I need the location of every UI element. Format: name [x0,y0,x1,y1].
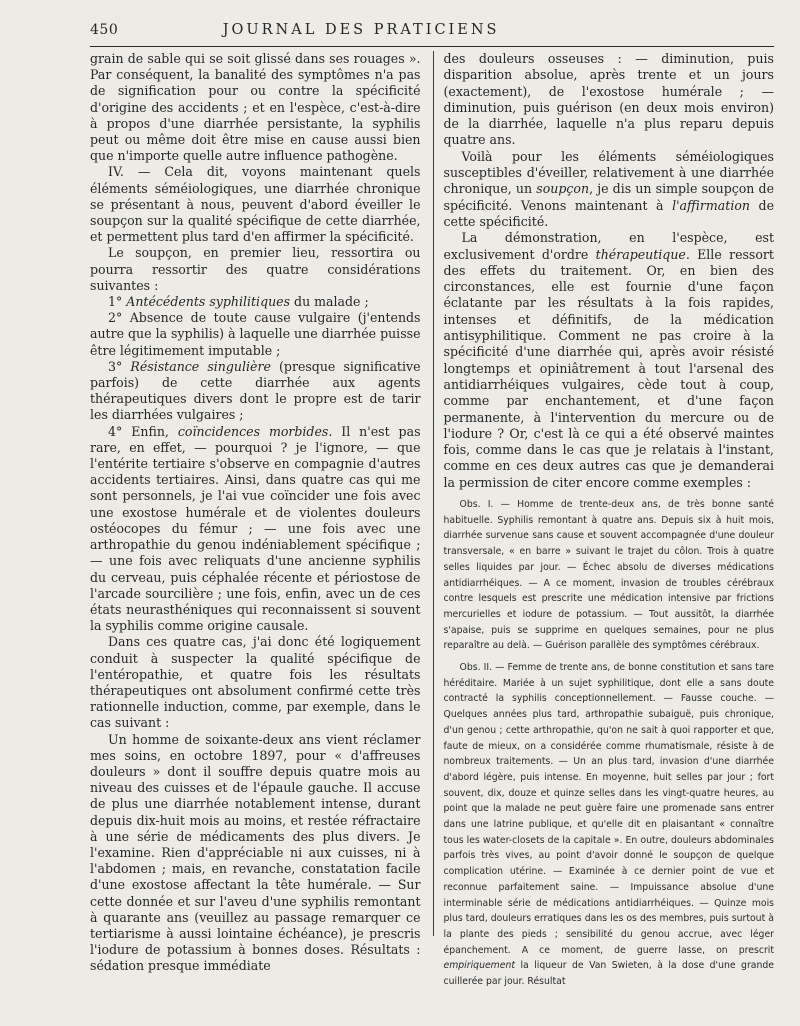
page-number: 450 [90,22,119,38]
left-paragraph-4: Dans ces quatre cas, j'ai donc été logiquement conduit à suspecter la qualité spécifique de l'entéropathie, et quatre fois les résultats thérapeutiques ont absolument confirmé cette très rationnelle induction, comme, par exemple, dans le cas suivant : [90,634,421,731]
right-paragraph-2: Voilà pour les éléments séméiologiques susceptibles d'éveiller, relativement à une diarrhée chronique, un soupçon, je dis un simple soupçon de spécificité. Venons maintenant à l'affirmation de cette spécificité. [443,148,775,229]
right-column [438,51,775,990]
text-columns [90,51,774,990]
list-item-4: 4° Enfin, coïncidences morbides. Il n'est pas rare, en effet, — pourquoi ? je l'ignore, — que l'entérite tertiaire s'observe en compagnie d'autres accidents tertiaires. Ainsi, dans quatre cas qui me sont personnels, je l'ai vue coïncider une fois avec une exostose humérale et de violentes douleurs ostéocopes du fémur ; — une fois avec une arthropathie du genou indéniablement spécifique ; — une fois avec reliquats d'une ancienne syphilis du cerveau, puis céphalée récente et périostose de l'arcade sourcilière ; une fois, enfin, avec un de ces états neurasthéniques qui reconnaissent si souvent la syphilis comme origine causale. [90,423,421,634]
column-separator [433,51,434,936]
list-item-1: 1° Antécédents syphilitiques du malade ; [108,294,369,310]
list-item-3: 3° Résistance singulière (presque significative parfois) de cette diarrhée aux agents thérapeutiques divers dont le propre est de tarir les diarrhées vulgaires ; [90,358,421,423]
left-paragraph-1: grain de sable qui se soit glissé dans ses rouages ». Par conséquent, la banalité des symptômes n'a pas de signification pour ou contre la spécificité d'origine des accidents ; et en l'espèce, c'est-à-dire à propos d'une diarrhée persistante, la syphilis peut ou même doit être mise en cause aussi bien que n'importe quelle autre influence pathogène. [90,51,421,164]
right-paragraph-3: La démonstration, en l'espèce, est exclusivement d'ordre thérapeutique. Elle ressort des effets du traitement. Or, en bien des circonstances, elle est fournie d'une façon éclatante par les résultats à la fois rapides, intenses et définitifs, de la médication antisyphilitique. Comment ne pas croire à la spécificité d'une diarrhée qui, après avoir résisté longtemps et opiniâtrement à tout l'arsenal des antidiarrhéiques vulgaires, cède tout à coup, comme par enchantement, et d'une façon permanente, à l'intervention du mercure ou de l'iodure ? Or, c'est là ce qui a été observé maintes fois, comme dans le cas que je relatais à l'instant, comme en ces deux autres cas que je demanderai la permission de citer encore comme exemples : [443,230,774,490]
left-paragraph-2: IV. — Cela dit, voyons maintenant quels éléments séméiologiques, une diarrhée chronique se présentant à nous, peuvent d'abord éveiller le soupçon sur la qualité spécifique de cette diarrhée, et permettent plus tard d'en affirmer la spécificité. [90,164,421,245]
page-header [90,22,774,44]
left-column [90,51,429,990]
journal-title: JOURNAL DES PRATICIENS [222,22,500,38]
observation-2: Obs. II. — Femme de trente ans, de bonne constitution et sans tare héréditaire. Mariée à un sujet syphilitique, dont elle a sans doute contracté la syphilis conceptionnellement. — Fausse couche. — Quelques années plus tard, arthropathie subaiguë, puis chronique, d'un genou ; cette arthropathie, qu'on ne sait à quoi rapporter et que, faute de mieux, on a considérée comme rhumatismale, résiste à de nombreux traitements. — Un an plus tard, invasion d'une diarrhée d'abord légère, puis intense. En moyenne, huit selles par jour ; fort souvent, dix, douze et quinze selles dans les vingt-quatre heures, au point que la malade ne peut guère faire une promenade sans entrer dans une latrine publique, et qu'elle dit en plaisantant « connaître tous les water-closets de la capitale ». En outre, douleurs abdominales parfois très vives, au point d'avoir donné le soupçon de quelque complication utérine. — Examinée à ce dernier point de vue et reconnue parfaitement saine. — Impuissance absolue d'une interminable série de médications antidiarrhéiques. — Quinze mois plus tard, douleurs erratiques dans les os des membres, puis surtout à la plante des pieds ; sensibilité du genou accrue, avec léger épanchement. A ce moment, de guerre lasse, on prescrit empiriquement la liqueur de Van Swieten, à la dose d'une grande cuillerée par jour. Résultat [443,662,774,988]
right-paragraph-1: des douleurs osseuses : — diminution, puis disparition absolue, après trente et un jours (exactement), de l'exostose humérale ; — diminution, puis guérison (en deux mois environ) de la diarrhée, laquelle n'a plus reparu depuis quatre ans. [443,51,774,148]
list-item-2: 2° Absence de toute cause vulgaire (j'entends autre que la syphilis) à laquelle une diarrhée puisse être légitimement imputable ; [90,310,421,358]
left-paragraph-3: Le soupçon, en premier lieu, ressortira ou pourra ressortir des quatre considérations suivantes : [90,245,421,293]
left-paragraph-5: Un homme de soixante-deux ans vient réclamer mes soins, en octobre 1897, pour « d'affreuses douleurs » dont il souffre depuis quatre mois au niveau des cuisses et de l'épaule gauche. Il accuse de plus une diarrhée notablement intense, durant depuis dix-huit mois au moins, et restée réfractaire à une série de médicaments des plus divers. Je l'examine. Rien d'appréciable ni aux cuisses, ni à l'abdomen ; mais, en revanche, constatation facile d'une exostose affectant la tête humérale. — Sur cette donnée et sur l'aveu d'une syphilis remontant à quarante ans (veuillez au passage remarquer ce tertiarisme à aussi lointaine échéance), je prescris l'iodure de potassium à bonnes doses. Résultats : sédation presque immédiate [90,731,421,974]
header-rule [90,46,774,47]
observation-1: Obs. I. — Homme de trente-deux ans, de très bonne santé habituelle. Syphilis remontant à quatre ans. Depuis six à huit mois, diarrhée survenue sans cause et souvent accompagnée d'une douleur transversale, « en barre » suivant le trajet du côlon. Trois à quatre selles liquides par jour. — Échec absolu de diverses médications antidiarrhéiques. — A ce moment, invasion de troubles cérébraux contre lesquels est prescrite une médication intensive par frictions mercurielles et iodure de potassium. — Tout aussitôt, la diarrhée s'apaise, puis se supprime en quelques semaines, pour ne plus reparaître au delà. — Guérison parallèle des symptômes cérébraux. [443,499,774,652]
